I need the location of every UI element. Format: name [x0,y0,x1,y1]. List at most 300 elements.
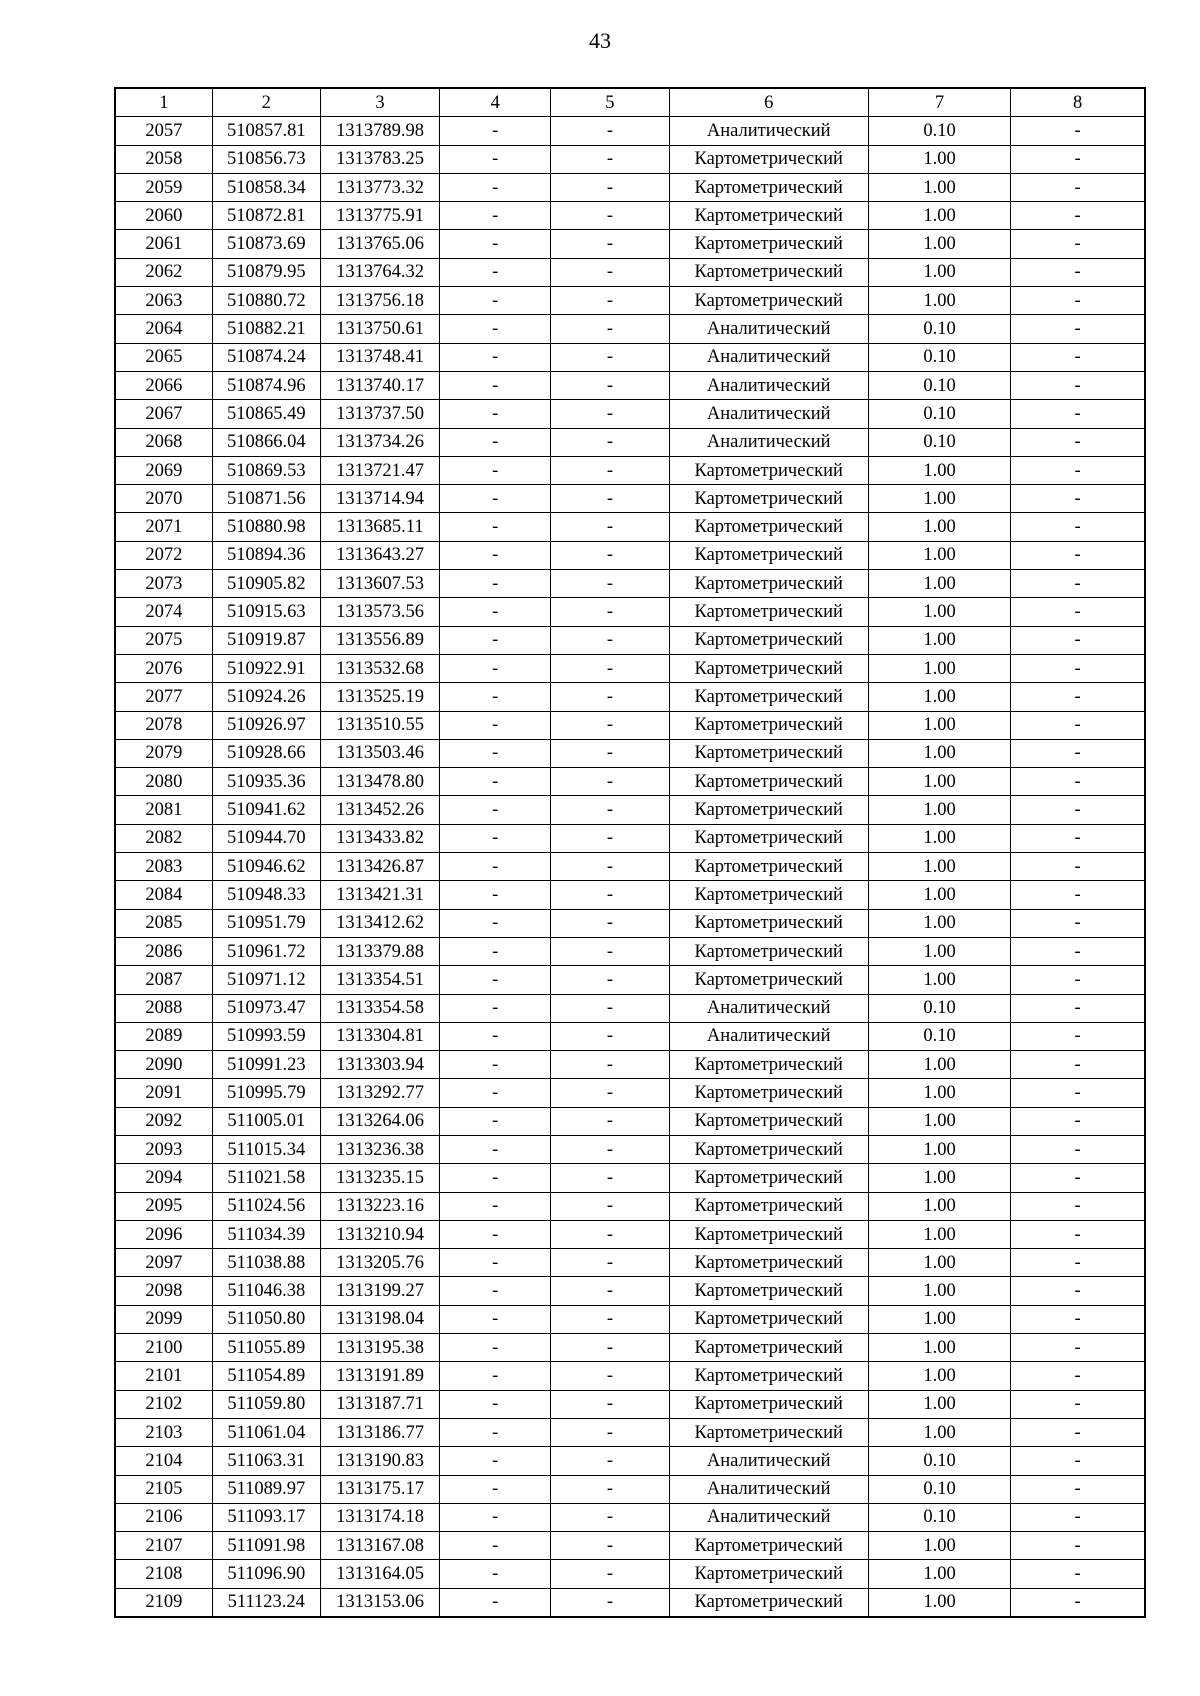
table-row [115,768,1145,796]
cell-accuracy: 1.00 [868,145,1010,173]
cell-col-4-value: - [440,456,551,484]
cell-point-number: 2078 [115,711,212,739]
cell-accuracy: 1.00 [868,173,1010,201]
cell-point-number: 2074 [115,598,212,626]
cell-method: Картометрический [669,598,868,626]
cell-point-number: 2073 [115,570,212,598]
cell-col-8-value: - [1011,1305,1145,1333]
cell-x-coordinate: 511091.98 [212,1532,320,1560]
cell-col-4-value: - [440,485,551,513]
cell-point-number: 2092 [115,1107,212,1135]
cell-col-5-value: - [551,173,669,201]
cell-method: Картометрический [669,824,868,852]
cell-method: Картометрический [669,287,868,315]
cell-x-coordinate: 510926.97 [212,711,320,739]
cell-y-coordinate: 1313292.77 [320,1079,439,1107]
cell-x-coordinate: 510915.63 [212,598,320,626]
table-row [115,937,1145,965]
cell-col-4-value: - [440,400,551,428]
cell-accuracy: 1.00 [868,1532,1010,1560]
cell-point-number: 2066 [115,371,212,399]
table-row [115,1135,1145,1163]
cell-point-number: 2075 [115,626,212,654]
cell-col-5-value: - [551,570,669,598]
cell-col-4-value: - [440,1475,551,1503]
cell-point-number: 2086 [115,937,212,965]
cell-method: Картометрический [669,654,868,682]
cell-col-8-value: - [1011,1079,1145,1107]
column-header: 8 [1011,88,1145,117]
cell-method: Аналитический [669,1475,868,1503]
cell-x-coordinate: 510941.62 [212,796,320,824]
cell-col-8-value: - [1011,909,1145,937]
cell-point-number: 2091 [115,1079,212,1107]
table-row [115,145,1145,173]
cell-accuracy: 1.00 [868,853,1010,881]
page-number: 43 [589,28,611,53]
cell-col-8-value: - [1011,1051,1145,1079]
cell-col-4-value: - [440,1362,551,1390]
cell-col-8-value: - [1011,173,1145,201]
cell-method: Картометрический [669,513,868,541]
cell-y-coordinate: 1313503.46 [320,739,439,767]
cell-col-8-value: - [1011,1362,1145,1390]
cell-x-coordinate: 510865.49 [212,400,320,428]
table-row [115,683,1145,711]
cell-x-coordinate: 510995.79 [212,1079,320,1107]
cell-x-coordinate: 511015.34 [212,1135,320,1163]
cell-col-5-value: - [551,1277,669,1305]
cell-col-4-value: - [440,513,551,541]
cell-y-coordinate: 1313153.06 [320,1588,439,1617]
cell-point-number: 2103 [115,1418,212,1446]
cell-x-coordinate: 510882.21 [212,315,320,343]
cell-col-5-value: - [551,202,669,230]
cell-method: Картометрический [669,1192,868,1220]
cell-col-8-value: - [1011,1503,1145,1531]
cell-point-number: 2079 [115,739,212,767]
cell-point-number: 2081 [115,796,212,824]
cell-accuracy: 0.10 [868,371,1010,399]
table-row [115,711,1145,739]
table-row [115,598,1145,626]
cell-col-4-value: - [440,1447,551,1475]
cell-point-number: 2071 [115,513,212,541]
cell-col-8-value: - [1011,513,1145,541]
cell-point-number: 2089 [115,1022,212,1050]
cell-x-coordinate: 510961.72 [212,937,320,965]
cell-point-number: 2058 [115,145,212,173]
cell-col-5-value: - [551,371,669,399]
cell-col-8-value: - [1011,258,1145,286]
cell-col-5-value: - [551,1503,669,1531]
cell-y-coordinate: 1313556.89 [320,626,439,654]
cell-y-coordinate: 1313765.06 [320,230,439,258]
cell-col-5-value: - [551,626,669,654]
cell-x-coordinate: 510866.04 [212,428,320,456]
cell-y-coordinate: 1313573.56 [320,598,439,626]
cell-y-coordinate: 1313223.16 [320,1192,439,1220]
table-row [115,1334,1145,1362]
cell-col-5-value: - [551,117,669,145]
cell-col-8-value: - [1011,287,1145,315]
coordinates-table [114,87,1146,1618]
cell-col-5-value: - [551,909,669,937]
cell-method: Аналитический [669,400,868,428]
cell-point-number: 2088 [115,994,212,1022]
cell-y-coordinate: 1313235.15 [320,1164,439,1192]
cell-point-number: 2101 [115,1362,212,1390]
cell-col-5-value: - [551,1079,669,1107]
cell-col-5-value: - [551,937,669,965]
cell-accuracy: 1.00 [868,824,1010,852]
cell-col-8-value: - [1011,343,1145,371]
cell-accuracy: 0.10 [868,400,1010,428]
cell-col-8-value: - [1011,117,1145,145]
cell-x-coordinate: 510874.24 [212,343,320,371]
cell-y-coordinate: 1313734.26 [320,428,439,456]
cell-y-coordinate: 1313175.17 [320,1475,439,1503]
table-row [115,853,1145,881]
cell-col-5-value: - [551,1305,669,1333]
cell-method: Аналитический [669,117,868,145]
cell-method: Картометрический [669,173,868,201]
cell-x-coordinate: 510869.53 [212,456,320,484]
cell-col-4-value: - [440,853,551,881]
table-row [115,485,1145,513]
cell-y-coordinate: 1313186.77 [320,1418,439,1446]
cell-method: Аналитический [669,1503,868,1531]
cell-col-4-value: - [440,711,551,739]
cell-method: Картометрический [669,456,868,484]
cell-col-5-value: - [551,881,669,909]
cell-y-coordinate: 1313764.32 [320,258,439,286]
cell-accuracy: 0.10 [868,1447,1010,1475]
cell-col-5-value: - [551,1192,669,1220]
cell-method: Картометрический [669,1560,868,1588]
cell-x-coordinate: 510991.23 [212,1051,320,1079]
cell-col-5-value: - [551,824,669,852]
cell-point-number: 2102 [115,1390,212,1418]
cell-accuracy: 1.00 [868,711,1010,739]
cell-method: Аналитический [669,994,868,1022]
cell-x-coordinate: 511024.56 [212,1192,320,1220]
cell-col-8-value: - [1011,1390,1145,1418]
cell-method: Картометрический [669,1334,868,1362]
cell-accuracy: 1.00 [868,570,1010,598]
cell-col-4-value: - [440,343,551,371]
cell-col-4-value: - [440,1107,551,1135]
cell-point-number: 2099 [115,1305,212,1333]
cell-method: Аналитический [669,315,868,343]
table-row [115,1192,1145,1220]
cell-col-8-value: - [1011,230,1145,258]
cell-col-4-value: - [440,598,551,626]
table-row [115,824,1145,852]
cell-col-4-value: - [440,541,551,569]
cell-y-coordinate: 1313773.32 [320,173,439,201]
cell-col-8-value: - [1011,796,1145,824]
cell-method: Картометрический [669,1051,868,1079]
table-row [115,1079,1145,1107]
cell-col-5-value: - [551,768,669,796]
cell-point-number: 2098 [115,1277,212,1305]
cell-col-8-value: - [1011,315,1145,343]
cell-y-coordinate: 1313750.61 [320,315,439,343]
cell-x-coordinate: 511034.39 [212,1220,320,1248]
cell-col-5-value: - [551,513,669,541]
cell-y-coordinate: 1313510.55 [320,711,439,739]
cell-point-number: 2076 [115,654,212,682]
cell-y-coordinate: 1313478.80 [320,768,439,796]
table-row [115,909,1145,937]
column-header: 5 [551,88,669,117]
cell-col-5-value: - [551,1051,669,1079]
cell-accuracy: 1.00 [868,626,1010,654]
table-row [115,287,1145,315]
cell-y-coordinate: 1313775.91 [320,202,439,230]
cell-col-8-value: - [1011,1447,1145,1475]
cell-method: Картометрический [669,1249,868,1277]
cell-x-coordinate: 511055.89 [212,1334,320,1362]
table-row [115,117,1145,145]
cell-x-coordinate: 510871.56 [212,485,320,513]
cell-y-coordinate: 1313421.31 [320,881,439,909]
cell-y-coordinate: 1313379.88 [320,937,439,965]
cell-x-coordinate: 511096.90 [212,1560,320,1588]
cell-point-number: 2063 [115,287,212,315]
cell-y-coordinate: 1313748.41 [320,343,439,371]
cell-col-5-value: - [551,654,669,682]
cell-col-5-value: - [551,315,669,343]
cell-y-coordinate: 1313525.19 [320,683,439,711]
table-row [115,1277,1145,1305]
cell-point-number: 2069 [115,456,212,484]
cell-point-number: 2080 [115,768,212,796]
cell-y-coordinate: 1313198.04 [320,1305,439,1333]
cell-col-4-value: - [440,1192,551,1220]
table-row [115,230,1145,258]
cell-x-coordinate: 511046.38 [212,1277,320,1305]
cell-col-4-value: - [440,1135,551,1163]
cell-col-4-value: - [440,1532,551,1560]
cell-col-8-value: - [1011,145,1145,173]
cell-x-coordinate: 510928.66 [212,739,320,767]
cell-col-8-value: - [1011,1334,1145,1362]
cell-method: Картометрический [669,768,868,796]
cell-x-coordinate: 510874.96 [212,371,320,399]
cell-col-4-value: - [440,909,551,937]
cell-col-8-value: - [1011,371,1145,399]
cell-accuracy: 1.00 [868,1362,1010,1390]
cell-point-number: 2065 [115,343,212,371]
cell-y-coordinate: 1313426.87 [320,853,439,881]
cell-method: Картометрический [669,1277,868,1305]
cell-y-coordinate: 1313412.62 [320,909,439,937]
cell-y-coordinate: 1313433.82 [320,824,439,852]
cell-point-number: 2062 [115,258,212,286]
cell-x-coordinate: 511005.01 [212,1107,320,1135]
cell-accuracy: 1.00 [868,1079,1010,1107]
cell-col-5-value: - [551,1135,669,1163]
cell-y-coordinate: 1313737.50 [320,400,439,428]
cell-col-4-value: - [440,315,551,343]
cell-col-4-value: - [440,428,551,456]
cell-col-8-value: - [1011,739,1145,767]
cell-accuracy: 1.00 [868,202,1010,230]
cell-method: Картометрический [669,881,868,909]
cell-col-8-value: - [1011,824,1145,852]
cell-x-coordinate: 510951.79 [212,909,320,937]
table-row [115,1249,1145,1277]
cell-col-8-value: - [1011,1135,1145,1163]
cell-accuracy: 1.00 [868,1107,1010,1135]
cell-col-4-value: - [440,230,551,258]
table-row [115,966,1145,994]
cell-col-5-value: - [551,230,669,258]
cell-accuracy: 0.10 [868,315,1010,343]
table-row [115,258,1145,286]
cell-col-8-value: - [1011,1249,1145,1277]
cell-col-5-value: - [551,1475,669,1503]
cell-accuracy: 1.00 [868,1334,1010,1362]
column-header: 4 [440,88,551,117]
cell-col-4-value: - [440,654,551,682]
table-row [115,739,1145,767]
cell-x-coordinate: 511038.88 [212,1249,320,1277]
cell-col-5-value: - [551,456,669,484]
cell-method: Картометрический [669,1164,868,1192]
cell-method: Картометрический [669,711,868,739]
cell-col-4-value: - [440,1079,551,1107]
cell-col-8-value: - [1011,456,1145,484]
cell-col-5-value: - [551,598,669,626]
cell-col-5-value: - [551,541,669,569]
cell-col-5-value: - [551,287,669,315]
cell-col-4-value: - [440,117,551,145]
cell-col-4-value: - [440,796,551,824]
cell-accuracy: 1.00 [868,258,1010,286]
cell-col-5-value: - [551,343,669,371]
cell-y-coordinate: 1313190.83 [320,1447,439,1475]
table-row [115,428,1145,456]
cell-col-5-value: - [551,1390,669,1418]
cell-col-8-value: - [1011,937,1145,965]
cell-method: Картометрический [669,1532,868,1560]
cell-y-coordinate: 1313607.53 [320,570,439,598]
cell-col-5-value: - [551,1532,669,1560]
table-row [115,1390,1145,1418]
cell-y-coordinate: 1313195.38 [320,1334,439,1362]
cell-col-4-value: - [440,1277,551,1305]
cell-point-number: 2084 [115,881,212,909]
table-row [115,1164,1145,1192]
cell-col-4-value: - [440,937,551,965]
cell-x-coordinate: 510879.95 [212,258,320,286]
cell-method: Картометрический [669,230,868,258]
cell-method: Аналитический [669,1447,868,1475]
cell-col-8-value: - [1011,853,1145,881]
table-row [115,173,1145,201]
cell-point-number: 2061 [115,230,212,258]
cell-col-4-value: - [440,824,551,852]
table-row [115,1447,1145,1475]
table-row [115,1220,1145,1248]
cell-x-coordinate: 511054.89 [212,1362,320,1390]
cell-x-coordinate: 510872.81 [212,202,320,230]
cell-x-coordinate: 510857.81 [212,117,320,145]
cell-accuracy: 0.10 [868,1022,1010,1050]
cell-point-number: 2105 [115,1475,212,1503]
cell-col-8-value: - [1011,966,1145,994]
cell-x-coordinate: 511059.80 [212,1390,320,1418]
cell-col-8-value: - [1011,994,1145,1022]
cell-col-5-value: - [551,1418,669,1446]
cell-x-coordinate: 510880.98 [212,513,320,541]
cell-accuracy: 1.00 [868,1390,1010,1418]
cell-accuracy: 0.10 [868,428,1010,456]
table-row [115,1503,1145,1531]
cell-accuracy: 0.10 [868,994,1010,1022]
cell-y-coordinate: 1313264.06 [320,1107,439,1135]
cell-y-coordinate: 1313532.68 [320,654,439,682]
cell-accuracy: 1.00 [868,1560,1010,1588]
cell-x-coordinate: 510922.91 [212,654,320,682]
cell-col-4-value: - [440,1390,551,1418]
cell-y-coordinate: 1313187.71 [320,1390,439,1418]
cell-col-4-value: - [440,1418,551,1446]
cell-point-number: 2104 [115,1447,212,1475]
cell-accuracy: 1.00 [868,1135,1010,1163]
table-row [115,570,1145,598]
cell-y-coordinate: 1313354.51 [320,966,439,994]
cell-method: Картометрический [669,1390,868,1418]
cell-accuracy: 0.10 [868,117,1010,145]
cell-y-coordinate: 1313721.47 [320,456,439,484]
cell-point-number: 2072 [115,541,212,569]
cell-accuracy: 1.00 [868,1164,1010,1192]
cell-x-coordinate: 511089.97 [212,1475,320,1503]
cell-point-number: 2070 [115,485,212,513]
cell-x-coordinate: 511063.31 [212,1447,320,1475]
cell-accuracy: 1.00 [868,683,1010,711]
cell-col-8-value: - [1011,202,1145,230]
cell-accuracy: 1.00 [868,1305,1010,1333]
cell-col-8-value: - [1011,1192,1145,1220]
cell-y-coordinate: 1313452.26 [320,796,439,824]
cell-accuracy: 1.00 [868,456,1010,484]
cell-accuracy: 1.00 [868,1249,1010,1277]
cell-col-5-value: - [551,428,669,456]
cell-y-coordinate: 1313685.11 [320,513,439,541]
table-header-row [115,88,1145,117]
table-body [115,117,1145,1617]
cell-col-5-value: - [551,711,669,739]
cell-y-coordinate: 1313210.94 [320,1220,439,1248]
column-header: 7 [868,88,1010,117]
cell-x-coordinate: 510971.12 [212,966,320,994]
cell-col-8-value: - [1011,1107,1145,1135]
cell-accuracy: 0.10 [868,1503,1010,1531]
cell-col-4-value: - [440,1220,551,1248]
cell-col-4-value: - [440,1249,551,1277]
cell-accuracy: 1.00 [868,1418,1010,1446]
cell-accuracy: 1.00 [868,881,1010,909]
cell-accuracy: 1.00 [868,909,1010,937]
cell-col-5-value: - [551,1022,669,1050]
cell-point-number: 2083 [115,853,212,881]
cell-point-number: 2087 [115,966,212,994]
